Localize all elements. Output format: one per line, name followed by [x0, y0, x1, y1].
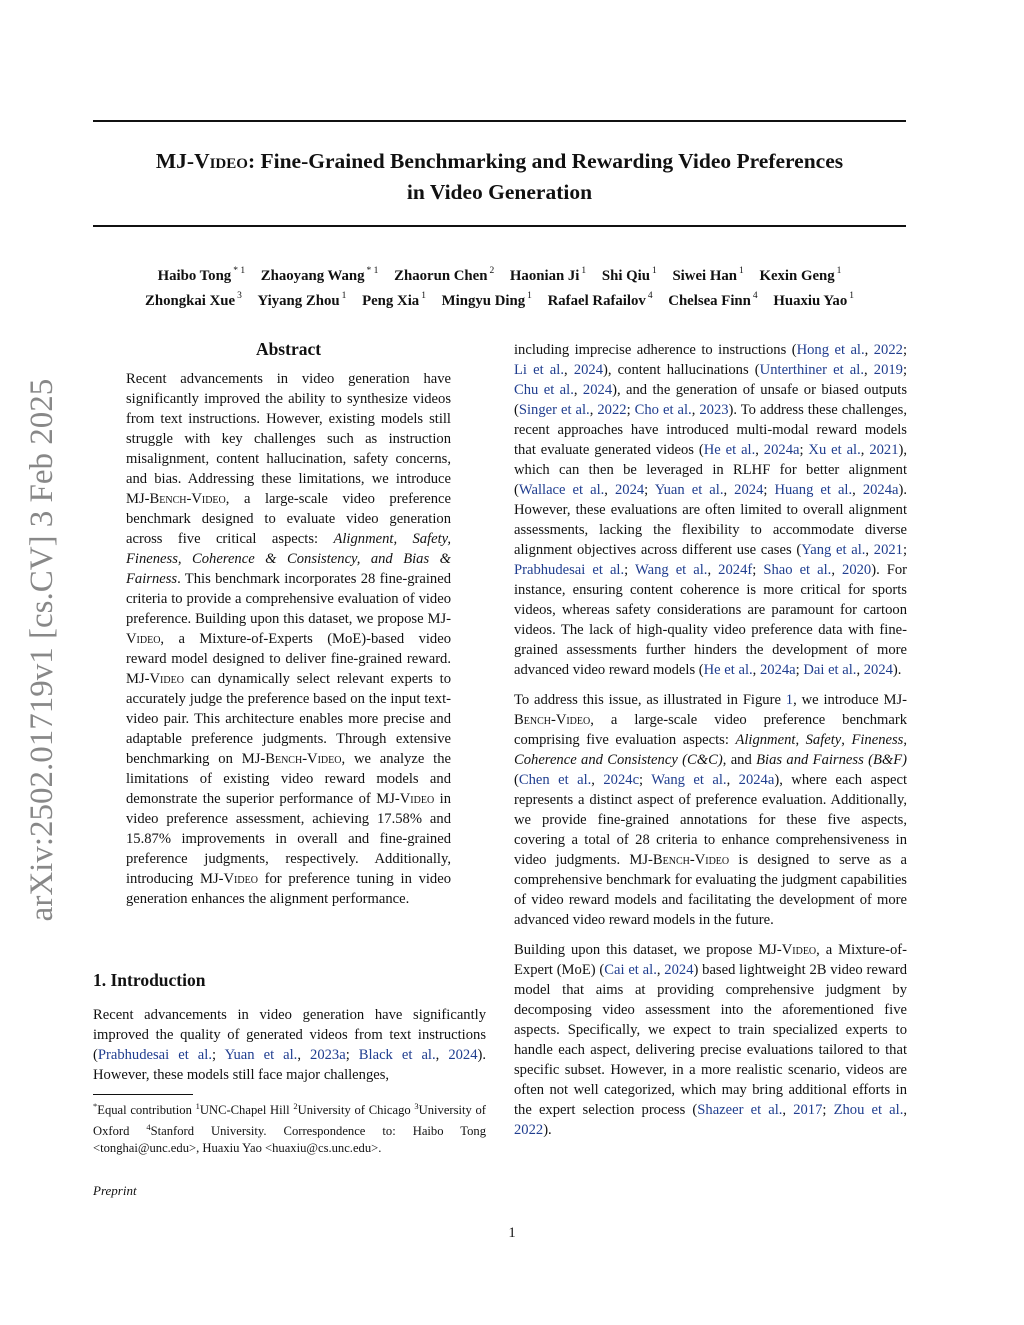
text-run: Bench-Video	[514, 712, 591, 728]
text-run: ;	[752, 562, 764, 578]
text-run: ).	[543, 1122, 552, 1138]
citation-link[interactable]: Yuan et al.	[224, 1047, 298, 1063]
citation-link[interactable]: 2024	[734, 482, 764, 498]
author-affiliation: 1	[581, 266, 587, 276]
text-run: ,	[903, 732, 907, 748]
author-text: Peng Xia	[362, 292, 420, 309]
text-run: Bench-Video	[149, 491, 226, 507]
author-text: Zhaoyang Wang	[260, 267, 365, 284]
citation-link[interactable]: Zhou et al.	[833, 1102, 904, 1118]
right-column	[514, 340, 907, 1150]
text-run: ,	[726, 772, 739, 788]
text-run: ;	[644, 482, 655, 498]
citation-link[interactable]: Huang et al.	[774, 482, 853, 498]
title-smallcaps: Video	[194, 149, 248, 173]
author-affiliation: 1	[341, 290, 347, 301]
text-run: 4	[146, 1122, 151, 1133]
citation-link[interactable]: Xu et al.	[808, 442, 861, 458]
text-run: ,	[591, 772, 604, 788]
text-run: ) based lightweight 2B video reward model that aims at providing comprehensive judgment by decomposing video assessment into the aforementioned five aspects. Specifically, we expect to train specialized experts to handle each aspect, delivering precise evaluations tailored to that specific subset. However, in a more realistic scenario, videos are often not well categorized, which may bring additional efforts in the expert selection process (	[514, 962, 907, 1118]
author-affiliation: 4	[752, 290, 758, 301]
citation-link[interactable]: 2024f	[718, 562, 753, 578]
text-run: ,	[435, 1047, 449, 1063]
text-run: ;	[799, 442, 809, 458]
citation-link[interactable]: 2024	[448, 1047, 478, 1063]
text-run: To address this issue, as illustrated in Figure	[514, 692, 786, 708]
citation-link[interactable]: Chu et al.	[514, 382, 574, 398]
text-run: ,	[604, 482, 615, 498]
author-name	[602, 268, 657, 284]
citation-link[interactable]: Hong et al.	[796, 342, 865, 358]
author-text: Rafael Rafailov	[547, 292, 646, 309]
text-run: ,	[564, 362, 574, 378]
citation-link[interactable]: Unterthiner et al.	[759, 362, 864, 378]
text-run: 3	[414, 1101, 419, 1111]
text-run: ,	[755, 442, 764, 458]
text-run: ,	[573, 382, 583, 398]
citation-link[interactable]: 2024	[573, 362, 603, 378]
author-affiliation: * 1	[366, 266, 379, 276]
text-run: is designed to serve as a comprehensive benchmark for evaluating the judgment capabilities of video reward models and facilitating the development of more advanced video reward models in the future.	[514, 852, 907, 928]
text-run: ,	[864, 342, 874, 358]
text-run: Safety	[805, 732, 842, 748]
footnote-rule	[93, 1094, 193, 1095]
text-run: 1	[195, 1101, 200, 1111]
text-run: can dynamically select relevant experts to accurately judge the preference based on the input text-video pair. This architecture enables more precise and adaptable preference judgments. Through extensive benchmarking on MJ-	[126, 671, 451, 767]
author-text: Yiyang Zhou	[257, 292, 340, 309]
citation-link[interactable]: Wang et al.	[634, 562, 708, 578]
author-text: Mingyu Ding	[441, 292, 526, 309]
citation-link[interactable]: Li et al.	[514, 362, 564, 378]
citation-link[interactable]: 2021	[869, 442, 899, 458]
paper-title	[93, 146, 906, 208]
author-name	[257, 290, 347, 309]
text-run: ), where each aspect represents a distinct aspect of preference evaluation. Additionally, we provide fine-grained annotations for these five aspects, covering a total of 28 criteria to enhance comprehensiveness in video judgments. MJ-	[514, 772, 908, 868]
author-text: Zhaorun Chen	[394, 267, 488, 284]
abstract-heading: Abstract	[255, 339, 322, 359]
author-text: Haibo Tong	[157, 267, 232, 284]
citation-link[interactable]: Prabhudesai et al.	[97, 1047, 212, 1063]
text-run: ).	[892, 662, 902, 678]
text-run: , a large-scale video preference benchmark comprising five evaluation aspects:	[514, 712, 907, 748]
author-text: Chelsea Finn	[668, 292, 751, 309]
text-run: ). To address these challenges, recent approaches have introduced multi-modal reward models that evaluate generated videos (	[514, 402, 907, 458]
citation-link[interactable]: 2020	[842, 562, 872, 578]
page-number: 1	[508, 1225, 516, 1241]
text-run: , we analyze the limitations of existing video reward models and demonstrate the superior performance of MJ-	[126, 751, 451, 807]
citation-link[interactable]: 2019	[873, 362, 903, 378]
citation-link[interactable]: He et al.	[703, 442, 756, 458]
citation-link[interactable]: Chen et al.	[518, 772, 592, 788]
author-name	[145, 290, 242, 309]
text-run: Bench-Video	[652, 852, 730, 868]
text-run: ;	[212, 1047, 225, 1063]
text-run: ,	[852, 482, 863, 498]
text-run: Alignment, Safety, Fineness, Coherence & Consistency, and Bias & Fairness	[126, 531, 451, 587]
text-run: ,	[841, 732, 852, 748]
text-run: , a Mixture-of-Expert (MoE) (	[514, 942, 907, 978]
abstract-body	[126, 369, 451, 909]
text-run: ,	[795, 732, 806, 748]
citation-link[interactable]: Shao et al.	[763, 562, 832, 578]
citation-link[interactable]: 2017	[793, 1102, 823, 1118]
title-line2: in Video Generation	[406, 180, 593, 204]
text-run: University of Oxford	[93, 1103, 486, 1139]
text-run: 2	[293, 1101, 298, 1111]
citation-link[interactable]: Singer et al.	[518, 402, 590, 418]
author-name	[261, 268, 379, 284]
text-run: ;	[624, 562, 635, 578]
citation-link[interactable]: 2024a	[759, 662, 796, 678]
text-run: ;	[902, 342, 907, 358]
citation-link[interactable]: Yang et al.	[801, 542, 866, 558]
citation-link[interactable]: 1	[785, 692, 794, 708]
text-run: , we introduce MJ-	[793, 692, 907, 708]
citation-link[interactable]: 2022	[597, 402, 627, 418]
text-run: ). For instance, ensuring content coherence is more critical for sports videos, whereas safety considerations are paramount for cartoon videos. The lack of high-quality video preference data with fine-grained assessments further hinders the development of more advanced video reward models (	[514, 562, 908, 678]
author-name	[158, 268, 246, 284]
text-run: Recent advancements in video generation have significantly improved the quality of generated videos from text instructions (	[93, 1007, 486, 1063]
author-name	[394, 268, 494, 284]
text-run: ,	[782, 1102, 794, 1118]
text-run: ;	[626, 402, 635, 418]
citation-link[interactable]: 2024	[582, 382, 613, 398]
text-run: (	[514, 772, 519, 788]
author-text: Huaxiu Yao	[773, 292, 848, 309]
text-run: , a large-scale video preference benchmark designed to evaluate video generation across five critical aspects:	[126, 491, 451, 547]
citation-link[interactable]: 2024	[863, 662, 893, 678]
author-name	[441, 290, 532, 309]
citation-link[interactable]: 2024c	[603, 772, 640, 788]
text-run: ;	[345, 1047, 359, 1063]
text-run: Video	[781, 942, 817, 958]
text-run: ), which can then be leveraged in RLHF for better alignment (	[514, 442, 908, 498]
text-run: ;	[639, 772, 652, 788]
citation-link[interactable]: 2024a	[763, 442, 800, 458]
text-run: ), and the generation of unsafe or biased outputs (	[514, 382, 907, 418]
text-run: , and	[722, 752, 757, 768]
text-run: ,	[860, 442, 870, 458]
text-run: ,	[863, 362, 874, 378]
text-run: ,	[707, 562, 719, 578]
citation-link[interactable]: 2024a	[738, 772, 775, 788]
text-run: ;	[795, 662, 804, 678]
text-run: ,	[297, 1047, 311, 1063]
top-rule	[93, 120, 906, 122]
author-affiliation: 1	[527, 290, 532, 301]
text-run: *	[93, 1101, 98, 1111]
author-affiliation: 4	[647, 290, 653, 301]
text-run: Video	[223, 871, 258, 887]
citation-link[interactable]: 2023	[699, 402, 729, 418]
text-run: ;	[902, 542, 908, 558]
citation-link[interactable]: 2024	[664, 962, 694, 978]
introduction-paragraph	[93, 1005, 486, 1085]
author-name	[510, 268, 586, 284]
author-affiliation: 1	[651, 266, 657, 276]
citation-link[interactable]: Wallace et al.	[518, 482, 605, 498]
text-run: ), content hallucinations (	[603, 362, 760, 378]
text-run: Recent advancements in video generation have significantly improved the ability to synthesize videos from text instructions. However, existing models still struggle with key challenges such as instruction misalignment, content hallucination, safety concerns, and bias. Addressing these limitations, we introduce MJ-	[126, 371, 451, 507]
text-run: Stanford University. Correspondence to: Haibo Tong <tonghai@unc.edu>, Huaxiu Yao <huaxiu@cs.unc.edu>.	[93, 1124, 486, 1156]
citation-link[interactable]: Cho et al.	[634, 402, 692, 418]
title-bottom-rule	[93, 225, 906, 227]
text-run: ;	[822, 1102, 834, 1118]
text-run: Equal contribution	[97, 1103, 196, 1118]
author-list	[93, 262, 906, 312]
preprint-label: Preprint	[93, 1183, 137, 1198]
text-run: ,	[856, 662, 864, 678]
text-run: including imprecise adherence to instructions (	[514, 342, 797, 358]
citation-link[interactable]: 2023a	[310, 1047, 346, 1063]
arxiv-stamp: arXiv:2502.01719v1 [cs.CV] 3 Feb 2025	[24, 378, 60, 922]
text-run: Fineness	[851, 732, 904, 748]
author-affiliation: 1	[738, 266, 744, 276]
text-run: ,	[752, 662, 760, 678]
author-text: Haonian Ji	[509, 267, 580, 284]
citation-link[interactable]: 2022	[873, 342, 903, 358]
text-run: University of Chicago	[297, 1103, 415, 1118]
text-run: ,	[723, 482, 735, 498]
author-affiliation: 1	[836, 266, 842, 276]
text-run: ;	[902, 362, 908, 378]
footnote	[93, 1098, 486, 1157]
text-run: ,	[903, 1102, 907, 1118]
text-run: ,	[691, 402, 700, 418]
text-run: Video	[149, 671, 184, 687]
citation-link[interactable]: Black et al.	[358, 1047, 436, 1063]
body-paragraph	[514, 940, 907, 1140]
text-run: ,	[656, 962, 665, 978]
citation-link[interactable]: 2024	[614, 482, 645, 498]
citation-link[interactable]: Wang et al.	[651, 772, 727, 788]
author-affiliation: 1	[849, 290, 854, 301]
author-name	[672, 268, 743, 284]
body-paragraph	[514, 340, 907, 680]
text-run: UNC-Chapel Hill	[199, 1103, 294, 1118]
text-run: Bias and Fairness (B&F)	[756, 752, 907, 768]
text-run: in video preference assessment, achieving 17.58% and 15.87% improvements in overall and fine-grained preference judgments, respectively. Additionally, introducing MJ-	[126, 791, 451, 887]
citation-link[interactable]: Cai et al.	[604, 962, 657, 978]
author-text: Kexin Geng	[759, 267, 835, 284]
citation-link[interactable]: Yuan et al.	[654, 482, 724, 498]
text-run: , a Mixture-of-Experts (MoE)-based video reward model designed to deliver fine-grained reward. MJ-	[126, 631, 451, 687]
citation-link[interactable]: 2024a	[862, 482, 899, 498]
text-run: ;	[763, 482, 775, 498]
text-run: ). However, these evaluations are often limited to overall alignment assessments, lacking the flexibility to accommodate diverse alignment objectives across different use cases (	[514, 482, 908, 558]
author-affiliation: 3	[237, 290, 242, 301]
author-name	[759, 268, 841, 284]
citation-link[interactable]: Prabhudesai et al.	[514, 562, 625, 578]
citation-link[interactable]: He et al.	[703, 662, 753, 678]
text-run: Building upon this dataset, we propose MJ-	[514, 942, 782, 958]
author-text: Zhongkai Xue	[145, 292, 236, 309]
author-affiliation: * 1	[233, 266, 246, 276]
citation-link[interactable]: 2022	[514, 1122, 544, 1138]
title-rest: : Fine-Grained Benchmarking and Rewarding Video Preferences	[247, 149, 844, 173]
title-prefix: MJ-	[155, 149, 195, 173]
section-heading-introduction: 1. Introduction	[93, 970, 206, 990]
author-name	[547, 290, 653, 309]
author-name	[773, 290, 854, 309]
text-run: Video	[399, 791, 435, 807]
author-name	[362, 290, 426, 309]
author-text: Shi Qiu	[601, 267, 650, 284]
text-run: Alignment	[735, 732, 796, 748]
author-name	[668, 290, 758, 309]
text-run: ,	[865, 542, 874, 558]
citation-link[interactable]: Shazeer et al.	[697, 1102, 783, 1118]
citation-link[interactable]: Dai et al.	[803, 662, 857, 678]
text-run: Video	[126, 631, 161, 647]
body-paragraph	[514, 690, 907, 930]
text-run: ,	[831, 562, 843, 578]
author-affiliation: 1	[421, 290, 426, 301]
author-affiliation: 2	[489, 266, 495, 276]
text-run: . This benchmark incorporates 28 fine-grained criteria to provide a comprehensive evaluation of video preference. Building upon this dataset, we propose MJ-	[126, 571, 451, 627]
text-run: ,	[589, 402, 598, 418]
citation-link[interactable]: 2021	[873, 542, 903, 558]
text-run: Coherence and Consistency (C&C)	[514, 752, 723, 768]
text-run: for preference tuning in video generation enhances the alignment performance.	[126, 871, 452, 907]
author-text: Siwei Han	[672, 267, 737, 284]
text-run: Bench-Video	[265, 751, 342, 767]
text-run: ). However, these models still face major challenges,	[93, 1047, 487, 1083]
